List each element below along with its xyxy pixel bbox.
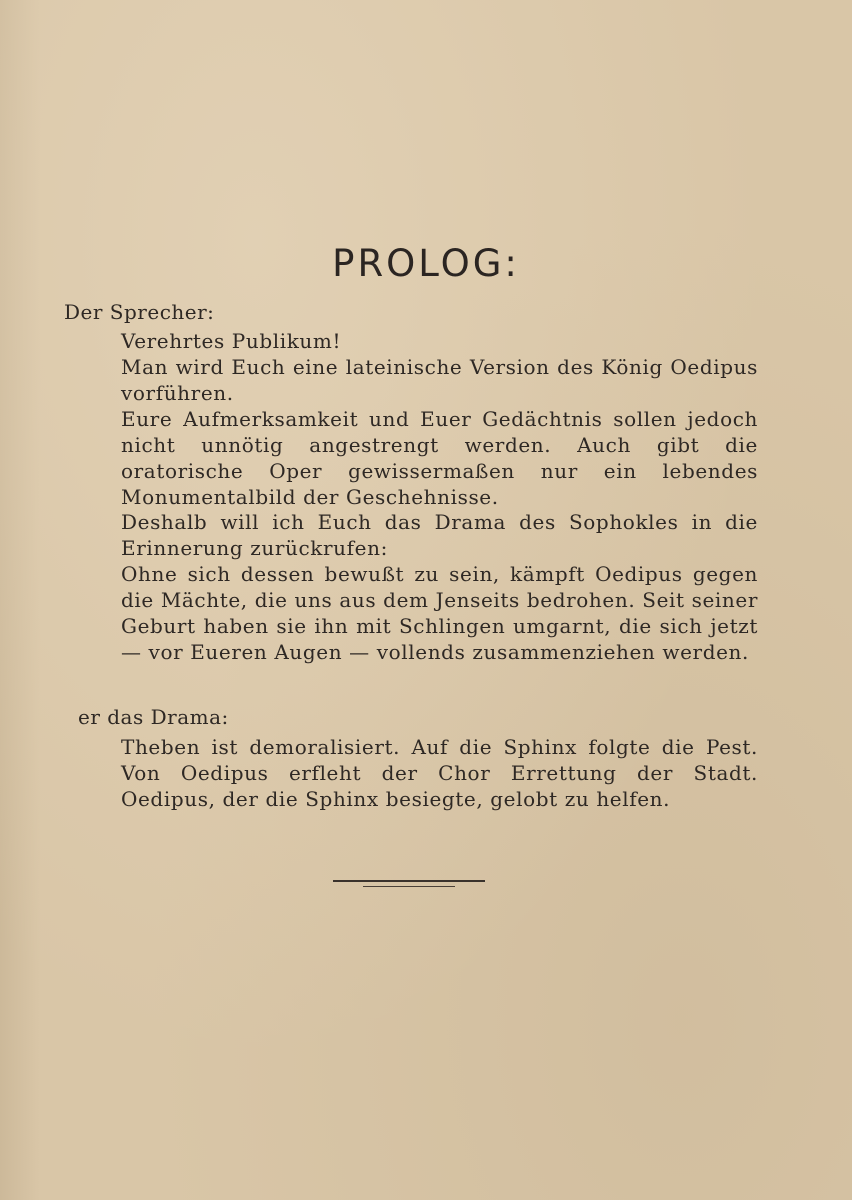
rule-line bbox=[333, 880, 485, 882]
closing-rule bbox=[333, 880, 485, 890]
speaker-label: er das Drama: bbox=[78, 705, 229, 729]
paragraph: Deshalb will ich Euch das Drama des Sophokles in die Erinnerung zurückrufen: bbox=[121, 510, 758, 560]
speaker-label: Der Sprecher: bbox=[64, 300, 215, 324]
rule-line bbox=[363, 886, 455, 887]
paragraph: Verehrtes Publikum! bbox=[121, 329, 342, 353]
paragraph: Theben ist demoralisiert. Auf die Sphinx folgte die Pest. Von Oedipus erfleht der Chor Errettung der Stadt. Oedipus, der die Sphinx besiegte, gelobt zu helfen. bbox=[121, 735, 758, 811]
paragraph: Eure Aufmerksamkeit und Euer Gedächtnis sollen jedoch nicht unnötig angestrengt werden. Auch gibt die oratorische Oper gewissermaßen nur ein lebendes Monumentalbild der Geschehnisse. bbox=[121, 407, 758, 509]
paragraph: Man wird Euch eine lateinische Version des König Oedipus vorführen. bbox=[121, 355, 758, 405]
paragraph: Ohne sich dessen bewußt zu sein, kämpft Oedipus gegen die Mächte, die uns aus dem Jenseits bedrohen. Seit seiner Geburt haben sie ihn mit Schlingen umgarnt, die sich jetzt — vor Eueren Augen — vollends zusammenziehen werden. bbox=[121, 562, 758, 664]
page-title: PROLOG: bbox=[332, 242, 520, 285]
